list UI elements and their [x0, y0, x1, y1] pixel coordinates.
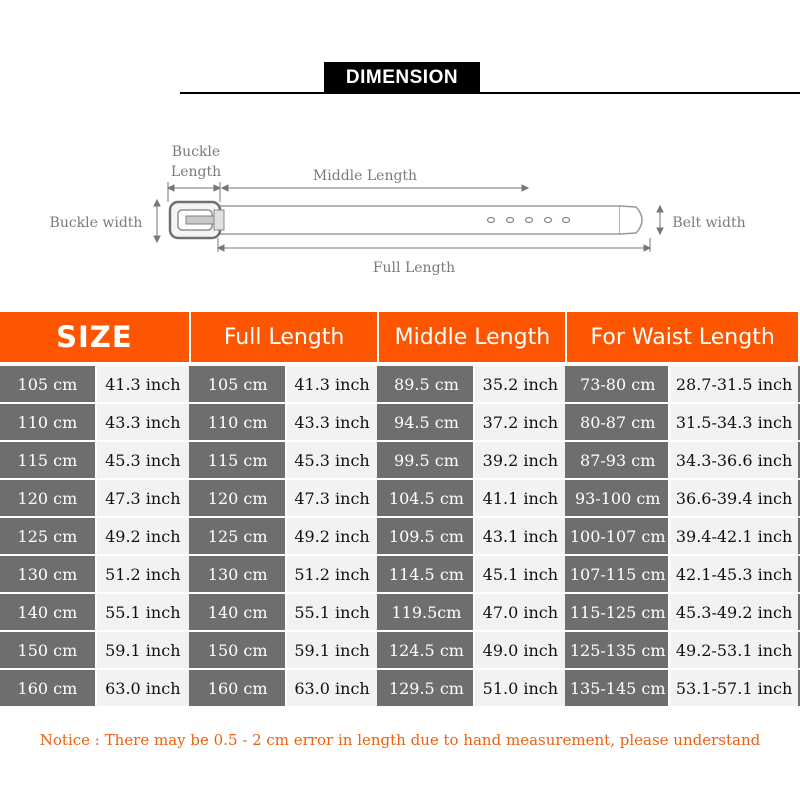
cell-waist-length-cm: 100-107 cm	[566, 517, 669, 555]
cell-waist-length-cm: 73-80 cm	[566, 364, 669, 403]
cell-full-length-inch: 47.3 inch	[286, 479, 379, 517]
cell-middle-length-inch: 35.2 inch	[474, 364, 566, 403]
cell-middle-length-inch: 51.0 inch	[474, 669, 566, 707]
cell-size-inch: 45.3 inch	[96, 441, 190, 479]
table-row	[0, 441, 799, 479]
full-length-arrow	[218, 238, 650, 252]
header-middle-length: Middle Length	[378, 312, 566, 364]
cell-full-length-inch: 59.1 inch	[286, 631, 379, 669]
cell-middle-length-cm: 129.5 cm	[378, 669, 474, 707]
buckle-length-label-line1: Buckle	[171, 144, 221, 160]
cell-middle-length-cm: 89.5 cm	[378, 364, 474, 403]
cell-size-cm: 120 cm	[0, 479, 96, 517]
cell-middle-length-cm: 124.5 cm	[378, 631, 474, 669]
cell-size-inch: 41.3 inch	[96, 364, 190, 403]
cell-size-cm: 110 cm	[0, 403, 96, 441]
cell-size-cm: 130 cm	[0, 555, 96, 593]
table-row	[0, 631, 799, 669]
table-row	[0, 479, 799, 517]
cell-full-length-cm: 120 cm	[190, 479, 286, 517]
cell-waist-length-inch: 53.1-57.1 inch	[669, 669, 799, 707]
cell-full-length-inch: 43.3 inch	[286, 403, 379, 441]
cell-waist-length-inch: 36.6-39.4 inch	[669, 479, 799, 517]
buckle-width-arrow	[154, 200, 160, 242]
buckle-length-label-line2: Length	[170, 164, 222, 180]
notice-text: Notice : There may be 0.5 - 2 cm error in length due to hand measurement, please understand	[39, 731, 761, 749]
cell-middle-length-cm: 94.5 cm	[378, 403, 474, 441]
cell-waist-length-inch: 42.1-45.3 inch	[669, 555, 799, 593]
middle-length-arrow	[222, 185, 528, 191]
cell-size-cm: 125 cm	[0, 517, 96, 555]
cell-waist-length-cm: 87-93 cm	[566, 441, 669, 479]
cell-size-inch: 47.3 inch	[96, 479, 190, 517]
cell-size-cm: 150 cm	[0, 631, 96, 669]
buckle-icon	[170, 202, 224, 238]
belt-width-label: Belt width	[672, 215, 746, 231]
header-waist-length: For Waist Length	[566, 312, 799, 364]
cell-full-length-cm: 110 cm	[190, 403, 286, 441]
cell-middle-length-inch: 39.2 inch	[474, 441, 566, 479]
table-row	[0, 364, 799, 403]
cell-middle-length-inch: 43.1 inch	[474, 517, 566, 555]
cell-full-length-inch: 55.1 inch	[286, 593, 379, 631]
belt-shape	[220, 206, 642, 234]
cell-middle-length-inch: 41.1 inch	[474, 479, 566, 517]
cell-waist-length-cm: 115-125 cm	[566, 593, 669, 631]
cell-size-inch: 55.1 inch	[96, 593, 190, 631]
cell-full-length-cm: 160 cm	[190, 669, 286, 707]
cell-size-inch: 59.1 inch	[96, 631, 190, 669]
cell-full-length-cm: 130 cm	[190, 555, 286, 593]
cell-middle-length-cm: 104.5 cm	[378, 479, 474, 517]
cell-waist-length-inch: 39.4-42.1 inch	[669, 517, 799, 555]
cell-middle-length-cm: 99.5 cm	[378, 441, 474, 479]
cell-full-length-inch: 51.2 inch	[286, 555, 379, 593]
cell-size-inch: 43.3 inch	[96, 403, 190, 441]
middle-length-label: Middle Length	[312, 168, 418, 184]
cell-full-length-inch: 41.3 inch	[286, 364, 379, 403]
cell-middle-length-inch: 37.2 inch	[474, 403, 566, 441]
cell-waist-length-inch: 49.2-53.1 inch	[669, 631, 799, 669]
cell-full-length-cm: 105 cm	[190, 364, 286, 403]
cell-waist-length-inch: 45.3-49.2 inch	[669, 593, 799, 631]
cell-size-cm: 140 cm	[0, 593, 96, 631]
cell-middle-length-cm: 119.5cm	[378, 593, 474, 631]
title-divider	[180, 92, 800, 94]
header-size: SIZE	[0, 312, 190, 364]
cell-middle-length-inch: 47.0 inch	[474, 593, 566, 631]
table-row	[0, 593, 799, 631]
cell-waist-length-cm: 135-145 cm	[566, 669, 669, 707]
header-full-length: Full Length	[190, 312, 379, 364]
cell-waist-length-cm: 125-135 cm	[566, 631, 669, 669]
cell-full-length-cm: 150 cm	[190, 631, 286, 669]
full-length-label: Full Length	[372, 260, 456, 276]
table-row	[0, 517, 799, 555]
dimension-title: DIMENSION	[324, 62, 480, 94]
table-row	[0, 669, 799, 707]
belt-width-arrow	[657, 206, 663, 234]
table-header-row	[0, 312, 799, 364]
cell-waist-length-cm: 80-87 cm	[566, 403, 669, 441]
belt-diagram	[0, 130, 800, 290]
cell-size-cm: 115 cm	[0, 441, 96, 479]
cell-middle-length-inch: 45.1 inch	[474, 555, 566, 593]
cell-waist-length-cm: 93-100 cm	[566, 479, 669, 517]
cell-waist-length-inch: 34.3-36.6 inch	[669, 441, 799, 479]
cell-middle-length-cm: 114.5 cm	[378, 555, 474, 593]
cell-waist-length-inch: 28.7-31.5 inch	[669, 364, 799, 403]
buckle-width-label: Buckle width	[49, 215, 143, 231]
table-row	[0, 555, 799, 593]
table-row	[0, 403, 799, 441]
cell-size-cm: 160 cm	[0, 669, 96, 707]
cell-full-length-inch: 63.0 inch	[286, 669, 379, 707]
cell-middle-length-inch: 49.0 inch	[474, 631, 566, 669]
cell-middle-length-cm: 109.5 cm	[378, 517, 474, 555]
cell-size-cm: 105 cm	[0, 364, 96, 403]
cell-full-length-inch: 45.3 inch	[286, 441, 379, 479]
cell-full-length-cm: 115 cm	[190, 441, 286, 479]
cell-full-length-cm: 125 cm	[190, 517, 286, 555]
cell-waist-length-inch: 31.5-34.3 inch	[669, 403, 799, 441]
cell-size-inch: 51.2 inch	[96, 555, 190, 593]
cell-size-inch: 49.2 inch	[96, 517, 190, 555]
cell-size-inch: 63.0 inch	[96, 669, 190, 707]
cell-full-length-inch: 49.2 inch	[286, 517, 379, 555]
cell-waist-length-cm: 107-115 cm	[566, 555, 669, 593]
size-table	[0, 312, 800, 708]
buckle-length-arrow	[168, 182, 220, 202]
cell-full-length-cm: 140 cm	[190, 593, 286, 631]
